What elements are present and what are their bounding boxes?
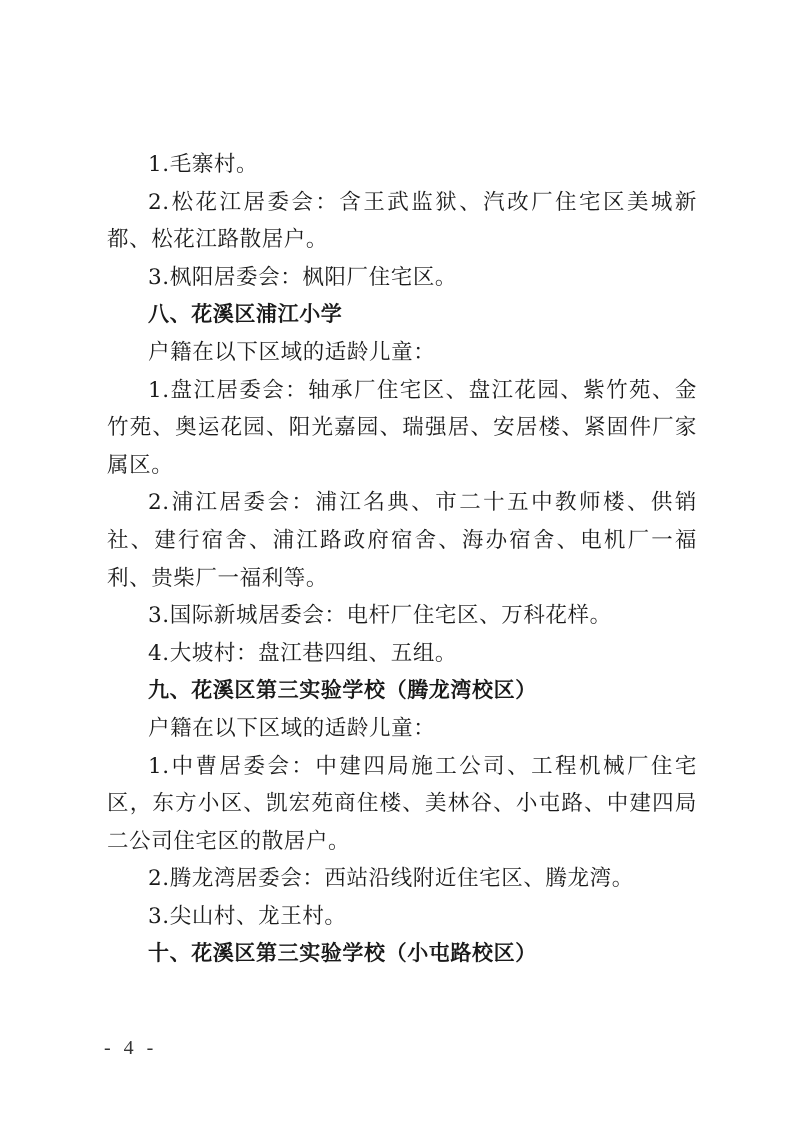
section-heading-10: 十、花溪区第三实验学校（小屯路校区）	[148, 941, 537, 966]
paragraph-panjiang: 1.盘江居委会：轴承厂住宅区、盘江花园、紫竹苑、金竹苑、奥运花园、阳光嘉园、瑞强居、安居楼、紧固件厂家属区。	[107, 377, 697, 478]
section-heading-8: 八、花溪区浦江小学	[148, 302, 343, 327]
section-heading-9: 九、花溪区第三实验学校（腾龙湾校区）	[148, 678, 537, 703]
paragraph-maozhai: 1.毛寨村。	[148, 152, 259, 177]
paragraph-zhongcao: 1.中曹居委会：中建四局施工公司、工程机械厂住宅区，东方小区、凯宏苑商住楼、美林谷、小屯路、中建四局二公司住宅区的散居户。	[107, 753, 697, 854]
paragraph-dapo: 4.大坡村：盘江巷四组、五组。	[148, 640, 458, 666]
paragraph-tenglongwan: 2.腾龙湾居委会：西站沿线附近住宅区、腾龙湾。	[148, 866, 634, 892]
document-body	[107, 146, 697, 973]
paragraph-jianshan: 3.尖山村、龙王村。	[148, 903, 347, 929]
paragraph-pujiang: 2.浦江居委会：浦江名典、市二十五中教师楼、供销社、建行宿舍、浦江路政府宿舍、海办宿舍、电机厂一福利、贵柴厂一福利等。	[107, 490, 697, 591]
paragraph-guojixincheng: 3.国际新城居委会：电杆厂住宅区、万科花样。	[148, 603, 612, 629]
paragraph-intro-9: 户籍在以下区域的适龄儿童：	[148, 715, 436, 741]
page-number: - 4 -	[104, 1037, 158, 1059]
paragraph-intro-8: 户籍在以下区域的适龄儿童：	[148, 339, 436, 365]
paragraph-songhuajiang: 2.松花江居委会：含王武监狱、汽改厂住宅区美城新都、松花江路散居户。	[107, 189, 697, 253]
paragraph-fengyang: 3.枫阳居委会：枫阳厂住宅区。	[148, 264, 458, 290]
